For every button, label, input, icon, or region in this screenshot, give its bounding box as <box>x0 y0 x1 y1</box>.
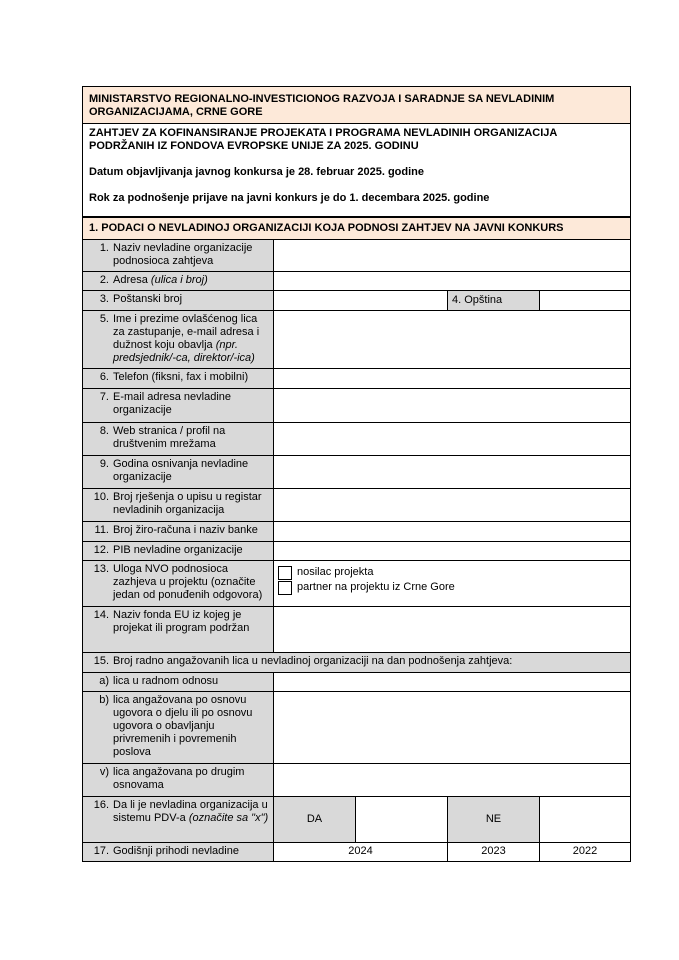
role-option-partner[interactable]: partner na projektu iz Crne Gore <box>278 581 626 595</box>
row-label-annual-income: 17. Godišnji prihodi nevladine <box>83 842 274 861</box>
row-label-email: 7. E-mail adresa nevladine organizacije <box>83 388 274 422</box>
row-label-eu-fund: 14. Naziv fonda EU iz kojeg je projekat ili program podržan <box>83 606 274 652</box>
row-label-postal-code: 3. Poštanski broj <box>83 290 274 310</box>
row-label-employed: a) lica u radnom odnosu <box>83 672 274 691</box>
email-field[interactable] <box>274 388 631 422</box>
row-label-registration: 10. Broj rješenja o upisu u registar nevladinih organizacija <box>83 488 274 521</box>
phone-field[interactable] <box>274 368 631 388</box>
row-label-founding-year: 9. Godina osnivanja nevladine organizacije <box>83 455 274 488</box>
org-name-field[interactable] <box>274 239 631 271</box>
row-label-employees: 15. Broj radno angažovanih lica u nevladinoj organizaciji na dan podnošenja zahtjeva: <box>83 652 631 672</box>
role-options <box>274 560 631 606</box>
checkbox-partner[interactable] <box>278 581 292 595</box>
vat-no-box[interactable] <box>540 796 631 842</box>
registration-field[interactable] <box>274 488 631 521</box>
founding-year-field[interactable] <box>274 455 631 488</box>
contract-workers-field[interactable] <box>274 691 631 763</box>
request-header <box>83 124 631 217</box>
postal-code-field[interactable] <box>274 290 448 310</box>
address-field[interactable] <box>274 271 631 290</box>
income-year-2022: 2022 <box>540 842 631 861</box>
employed-field[interactable] <box>274 672 631 691</box>
submission-deadline: Rok za podnošenje prijave na javni konkurs je do 1. decembara 2025. godine <box>89 192 490 204</box>
row-label-vat: 16. Da li je nevladina organizacija u sistemu PDV-a (označite sa "x") <box>83 796 274 842</box>
income-year-2023: 2023 <box>448 842 540 861</box>
pib-field[interactable] <box>274 541 631 560</box>
vat-yes-label: DA <box>274 796 356 842</box>
row-label-bank-account: 11. Broj žiro-računa i naziv banke <box>83 521 274 541</box>
row-label-website: 8. Web stranica / profil na društvenim mrežama <box>83 422 274 455</box>
publication-date: Datum objavljivanja javnog konkursa je 28. februar 2025. godine <box>89 166 425 178</box>
municipality-label: 4. Opština <box>448 290 540 310</box>
authorized-person-field[interactable] <box>274 310 631 368</box>
eu-fund-field[interactable] <box>274 606 631 652</box>
municipality-field[interactable] <box>540 290 631 310</box>
vat-yes-box[interactable] <box>356 796 448 842</box>
other-workers-field[interactable] <box>274 763 631 796</box>
form-table <box>82 86 631 862</box>
row-label-role: 13. Uloga NVO podnosioca zazhjeva u projektu (označite jedan od ponuđenih odgovora) <box>83 560 274 606</box>
vat-no-label: NE <box>448 796 540 842</box>
section-1-title: 1. PODACI O NEVLADINOJ ORGANIZACIJI KOJA PODNOSI ZAHTJEV NA JAVNI KONKURS <box>83 217 631 240</box>
role-option-lead[interactable]: nosilac projekta <box>278 566 626 580</box>
row-label-phone: 6. Telefon (fiksni, fax i mobilni) <box>83 368 274 388</box>
website-field[interactable] <box>274 422 631 455</box>
income-year-2024: 2024 <box>274 842 448 861</box>
ministry-header: MINISTARSTVO REGIONALNO-INVESTICIONOG RAZVOJA I SARADNJE SA NEVLADINIM ORGANIZACIJAMA, CRNE GORE <box>83 87 631 124</box>
bank-account-field[interactable] <box>274 521 631 541</box>
row-label-contract-workers: b) lica angažovana po osnovu ugovora o djelu ili po osnovu ugovora o obavljanju privremenih i povremenih poslova <box>83 691 274 763</box>
row-label-pib: 12. PIB nevladine organizacije <box>83 541 274 560</box>
row-label-authorized-person: 5. Ime i prezime ovlašćenog lica za zastupanje, e-mail adresa i dužnost koju obavlja (npr. predsjednik/-ca, direktor/-ica) <box>83 310 274 368</box>
application-form <box>82 86 630 862</box>
checkbox-lead[interactable] <box>278 566 292 580</box>
row-label-address: 2. Adresa (ulica i broj) <box>83 271 274 290</box>
row-label-org-name: 1. Naziv nevladine organizacije podnosioca zahtjeva <box>83 239 274 271</box>
row-label-other-workers: v) lica angažovana po drugim osnovama <box>83 763 274 796</box>
request-title: ZAHTJEV ZA KOFINANSIRANJE PROJEKATA I PROGRAMA NEVLADINIH ORGANIZACIJA PODRŽANIH IZ FONDOVA EVROPSKE UNIJE ZA 2025. GODINU <box>89 127 557 152</box>
